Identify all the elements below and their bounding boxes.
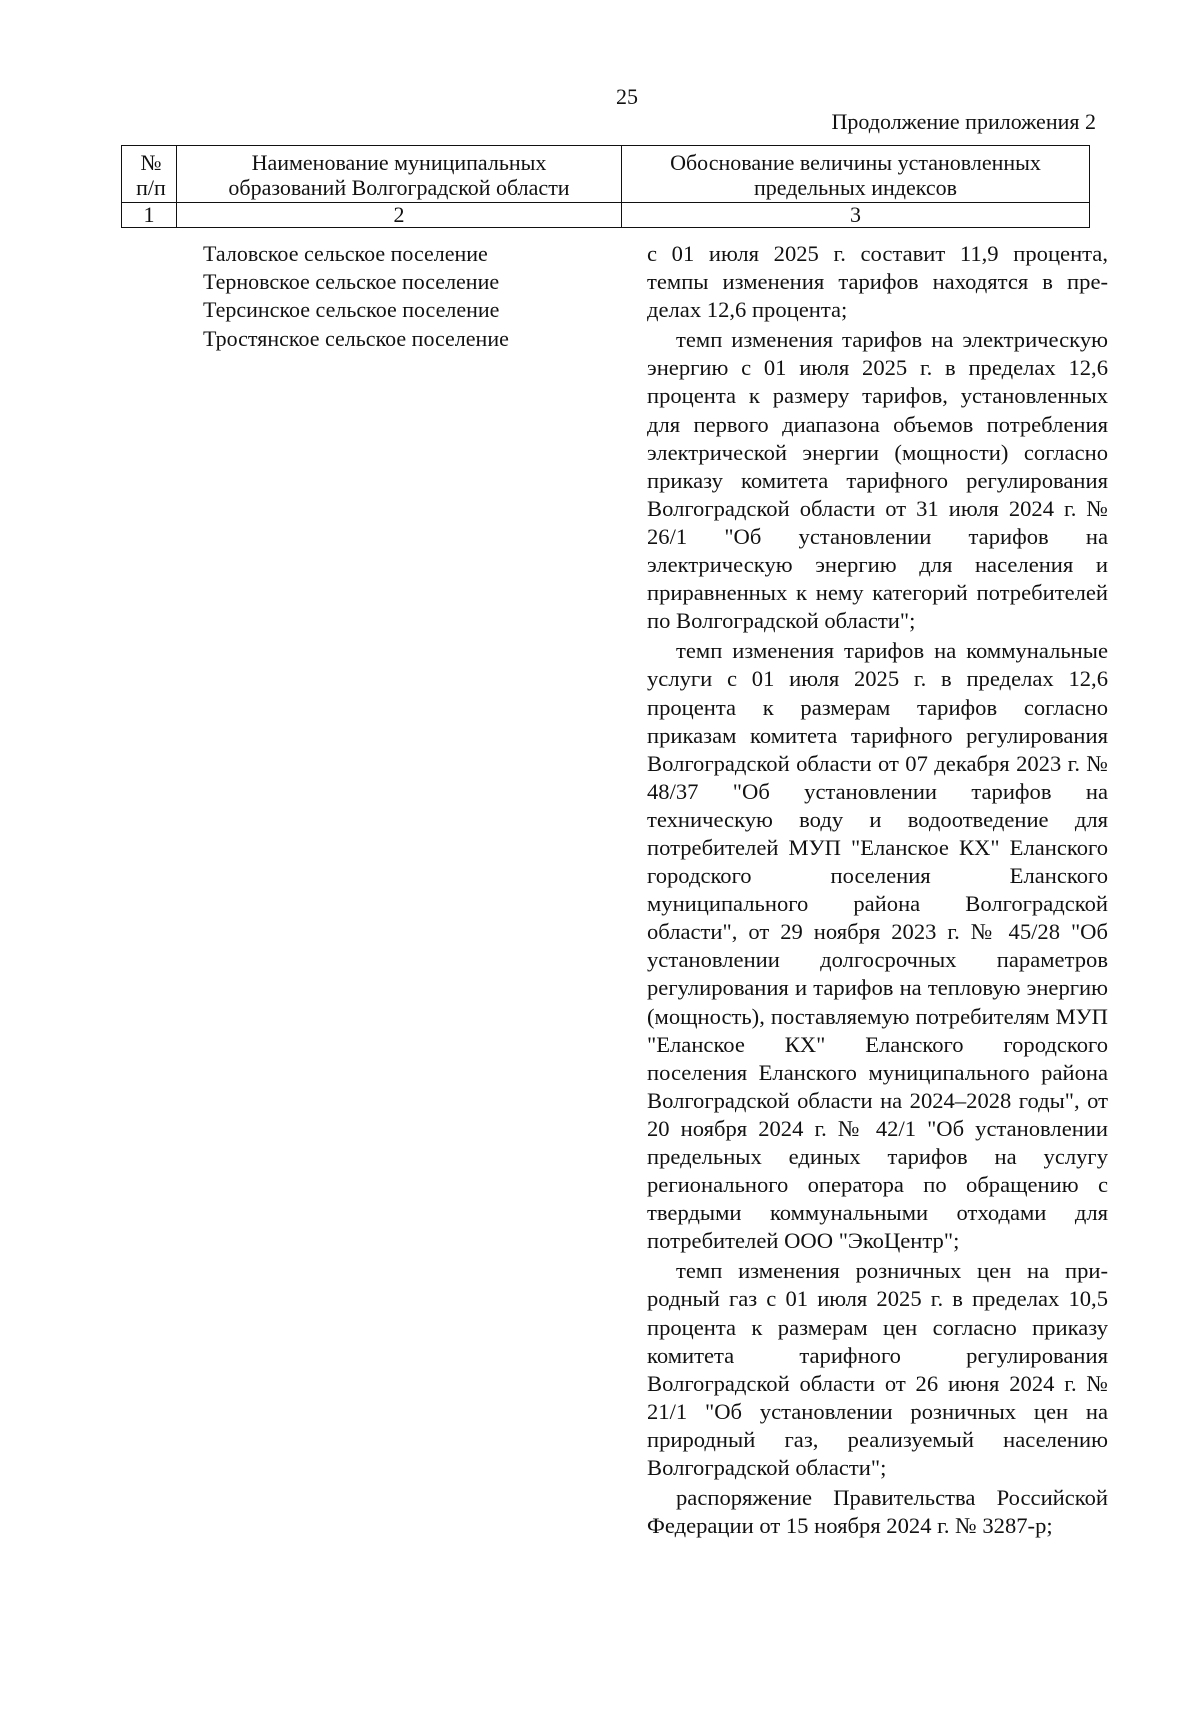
justification-paragraph: темп изменения розничных цен на природный газ с 01 июля 2025 г. в пределах 10,5 процента к размерам цен согласно приказу комитета тарифного регулирования Волгоградской области от 26 июня 2024 г. № 21/1 "Об установлении розничных цен на природный газ, реализуемый населению Волгоградской области";	[647, 1258, 1108, 1481]
settlement-name: Таловское сельское поселение	[203, 241, 488, 266]
settlements-list	[203, 240, 623, 353]
header-col-justification-line2: предельных индексов	[753, 175, 958, 200]
column-number-1: 1	[122, 203, 177, 228]
justification-paragraph: темп изменения тарифов на коммунальные услуги с 01 июля 2025 г. в пределах 12,6 процента к размерам тарифов согласно приказам комитета тарифного регулирования Волгоградской области от 07 декабря 2023 г. № 48/37 "Об установлении тарифов на техническую воду и водоотведение для потребителей МУП "Еланское КХ" Еланского городского поселения Еланского муниципального района Волгоградской области", от 29 ноября 2023 г. № 45/28 "Об установлении долгосрочных параметров регулирования и тарифов на тепловую энергию (мощность), поставляемую потребителям МУП "Еланское КХ" Еланского городского поселения Еланского муниципального района Волгоградской области на 2024–2028 годы", от 20 ноября 2024 г. № 42/1 "Об установлении предельных единых тарифов на услугу регионального оператора по обращению с твердыми коммунальными отходами для потребителей ООО "ЭкоЦентр";	[647, 638, 1108, 1254]
header-col-justification-line1: Обоснование величины установленных	[670, 150, 1041, 175]
header-col-number	[122, 146, 177, 203]
justification-text	[647, 240, 1108, 1542]
justification-paragraph: распоряжение Правительства Российской Федерации от 15 ноября 2024 г. № 3287-р;	[647, 1485, 1108, 1539]
settlement-name: Тростянское сельское поселение	[203, 325, 509, 351]
continuation-label: Продолжение приложения 2	[831, 109, 1096, 134]
header-col-municipality	[177, 146, 622, 203]
settlement-name: Терсинское сельское поселение	[203, 297, 500, 323]
header-col-justification	[622, 146, 1090, 203]
header-col-municipality-line1: Наименование муниципальных	[251, 150, 547, 175]
header-row	[122, 146, 1090, 203]
header-col-number-line2: п/п	[136, 175, 166, 200]
settlement-name: Терновское сельское поселение	[203, 269, 500, 295]
header-col-number-line1: №	[140, 150, 162, 175]
page-number: 25	[616, 84, 638, 109]
justification-paragraph: темп изменения тарифов на электрическую энергию с 01 июля 2025 г. в пределах 12,6 процента к размеру тарифов, установленных для первого диапазона объемов потребления электрической энергии (мощности) согласно приказу комитета тарифного регулирования Волгоградской области от 31 июля 2024 г. № 26/1 "Об установлении тарифов на электрическую энергию для населения и приравненных к нему категорий потребителей по Волгоградской области";	[647, 327, 1108, 634]
table-header	[121, 145, 1090, 228]
column-number-3: 3	[622, 203, 1090, 228]
justification-paragraph: с 01 июля 2025 г. составит 11,9 процента, темпы изменения тарифов находятся в пределах 12,6 процента;	[647, 241, 1108, 323]
column-number-2: 2	[177, 203, 622, 228]
header-col-municipality-line2: образований Волгоградской области	[228, 175, 570, 200]
column-numbers-row	[122, 203, 1090, 228]
